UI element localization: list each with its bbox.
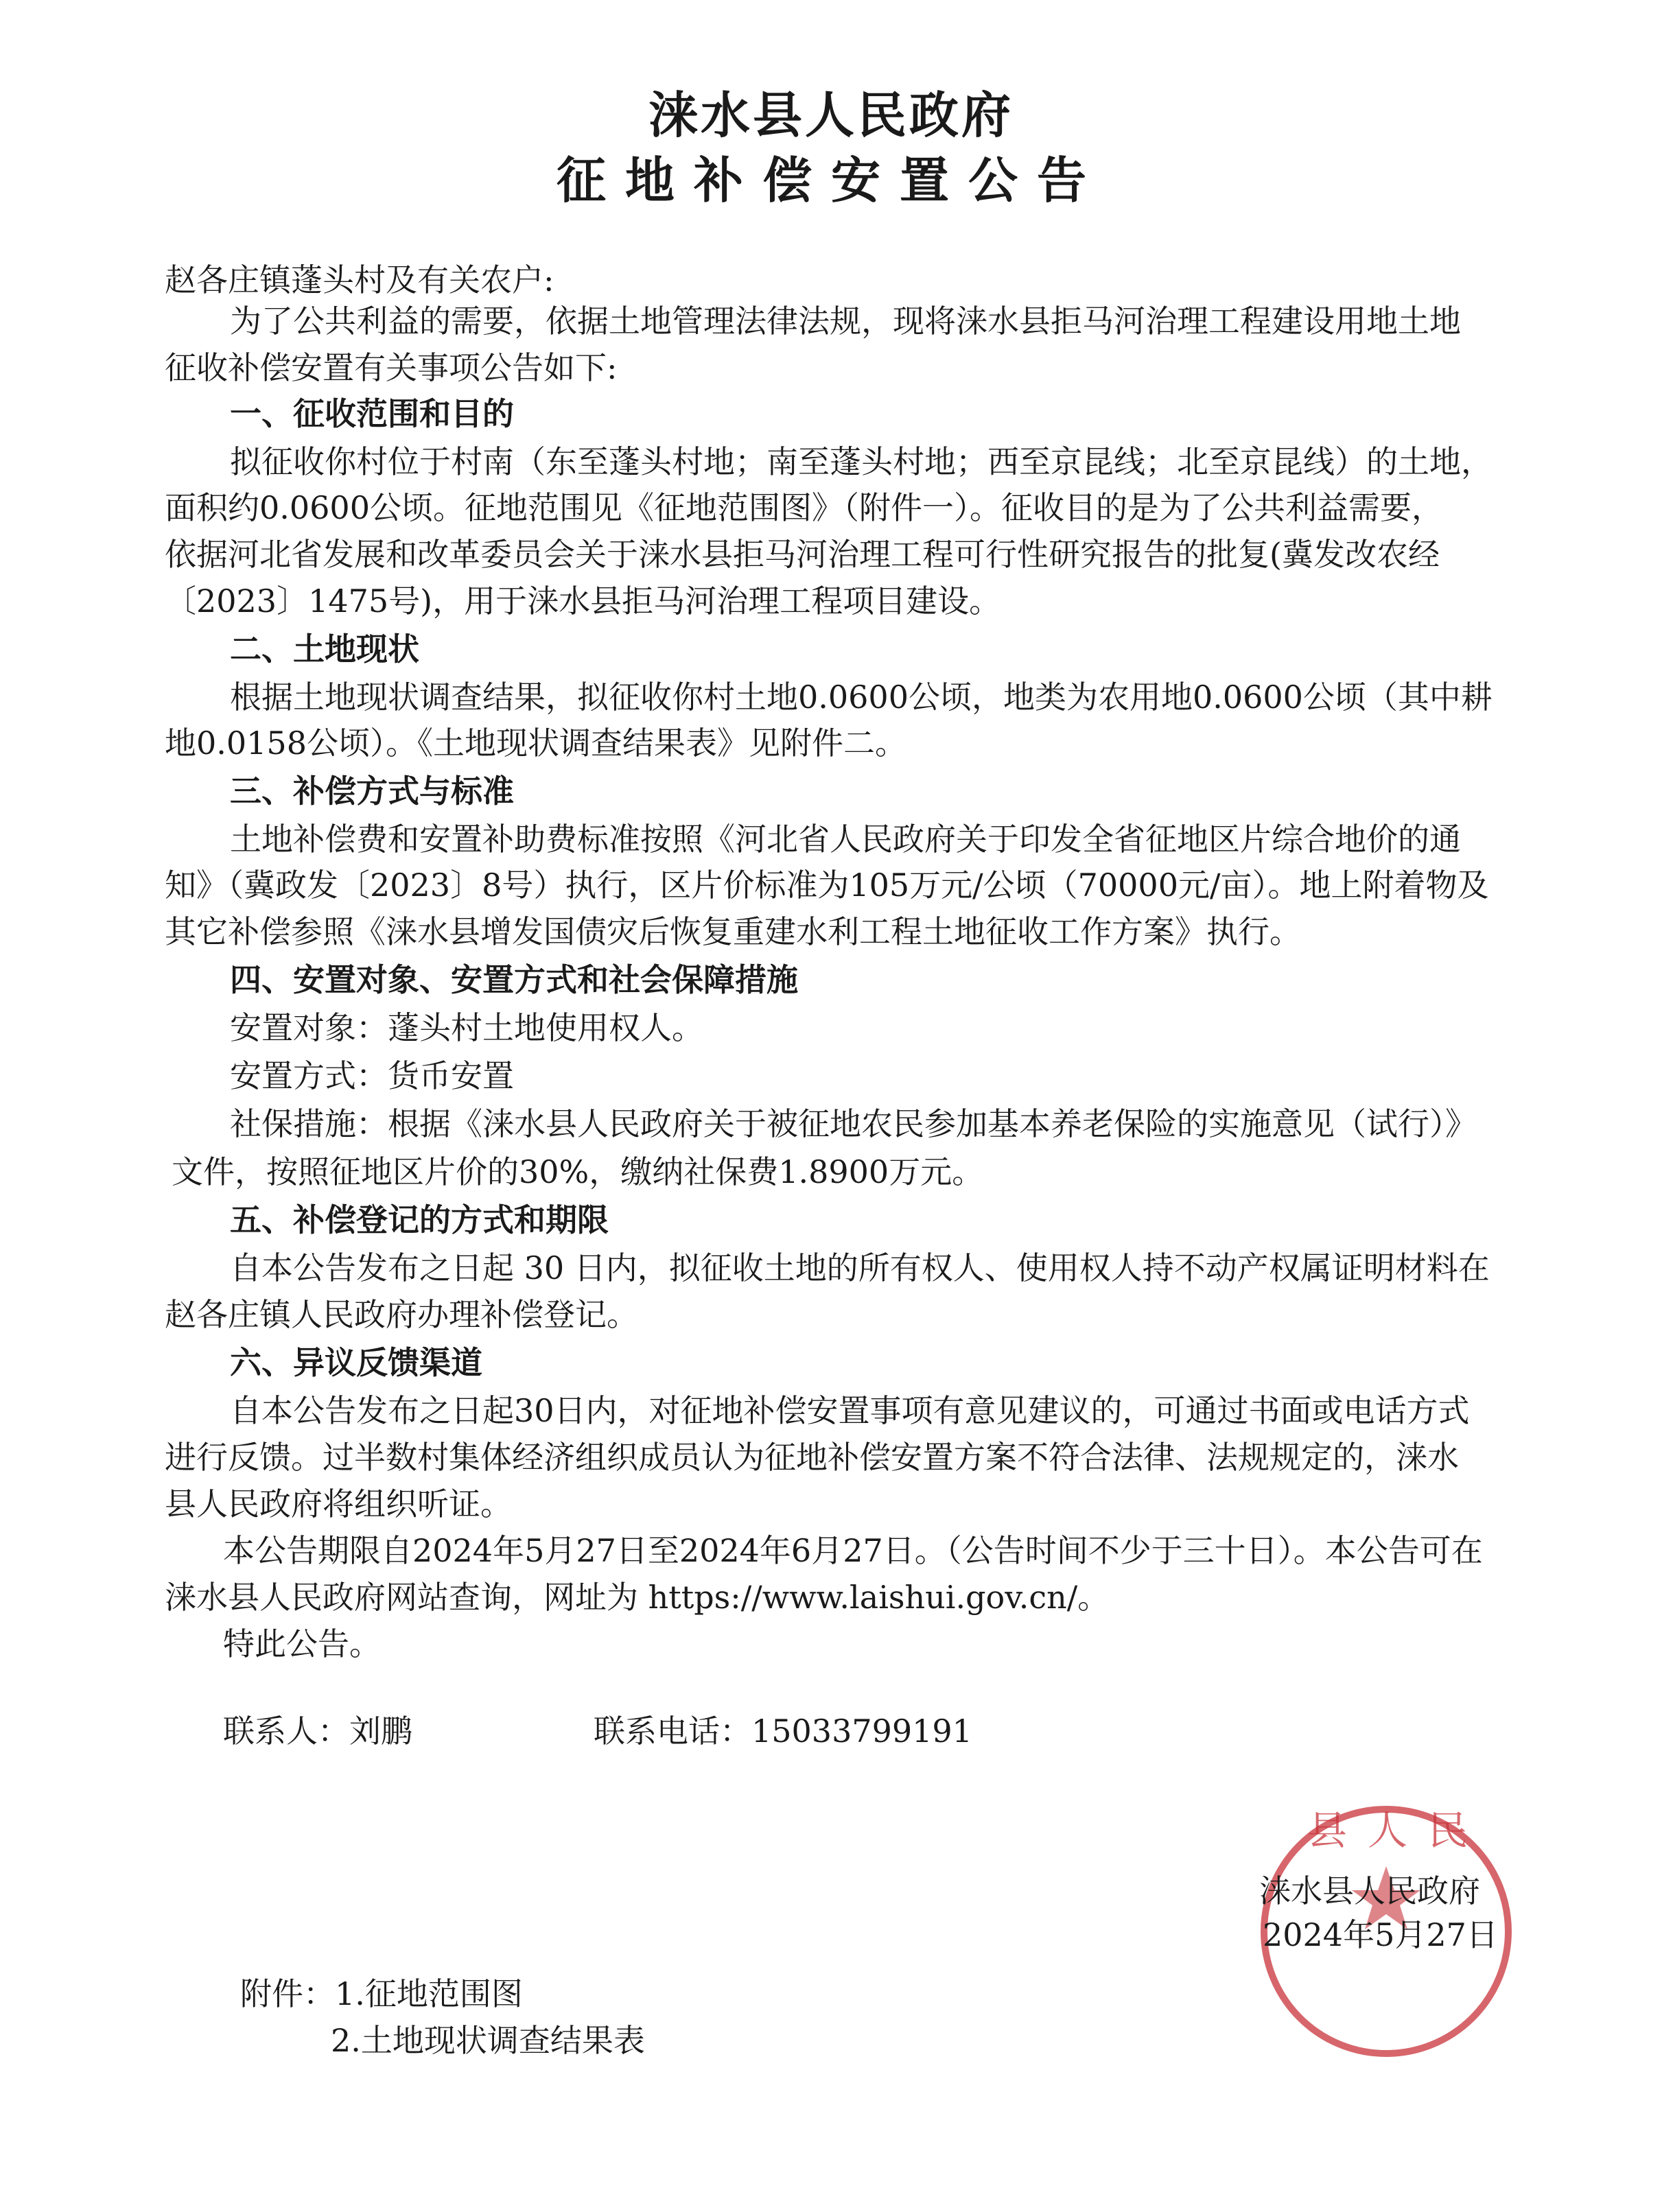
section-line: 自本公告发布之日起30日内，对征地补偿安置事项有意见建议的，可通过书面或电话方式 [230,1392,1470,1429]
section-line: 其它补偿参照《涞水县增发国债灾后恢复重建水利工程土地征收工作方案》执行。 [165,913,1301,950]
section-line: 县人民政府将组织听证。 [165,1485,512,1522]
section-heading: 三、补偿方式与标准 [230,773,514,810]
attachment-1: 附件：1.征地范围图 [240,1975,523,2012]
attachment-2: 2.土地现状调查结果表 [331,2022,645,2059]
section-line: 〔2023〕1475号)，用于涞水县拒马河治理工程项目建设。 [165,583,1001,620]
signature-org: 涞水县人民政府 [1259,1872,1480,1909]
section-line: 安置对象：蓬头村土地使用权人。 [230,1009,703,1046]
closing-line: 特此公告。 [223,1625,381,1662]
section-line: 安置方式：货币安置 [230,1057,514,1094]
section-line: 自本公告发布之日起 30 日内，拟征收土地的所有权人、使用权人持不动产权属证明材料在 [230,1249,1490,1286]
contact-phone: 联系电话：15033799191 [594,1713,972,1750]
period-line: 涞水县人民政府网站查询，网址为 https://www.laishui.gov.cn/。 [165,1579,1110,1616]
section-heading: 一、征收范围和目的 [230,395,514,432]
section-line: 文件，按照征地区片价的30%，缴纳社保费1.8900万元。 [172,1153,984,1190]
intro-line: 为了公共利益的需要，依据土地管理法律法规，现将涞水县拒马河治理工程建设用地土地 [230,303,1461,340]
section-line: 知》（冀政发〔2023〕8号）执行，区片价标准为105万元/公顷（70000元/亩）。地上附着物及 [165,867,1489,904]
section-heading: 六、异议反馈渠道 [230,1344,482,1381]
salutation: 赵各庄镇蓬头村及有关农户: [165,261,554,298]
period-line: 本公告期限自2024年5月27日至2024年6月27日。（公告时间不少于三十日）。本公告可在 [223,1532,1483,1569]
section-line: 面积约0.0600公顷。征地范围见《征地范围图》（附件一）。征收目的是为了公共利益需要， [165,489,1443,526]
section-line: 地0.0158公顷）。《土地现状调查结果表》见附件二。 [165,725,906,762]
section-line: 社保措施：根据《涞水县人民政府关于被征地农民参加基本养老保险的实施意见（试行）》 [230,1105,1477,1142]
section-line: 进行反馈。过半数村集体经济组织成员认为征地补偿安置方案不符合法律、法规规定的，涞水 [165,1439,1459,1476]
intro-line: 征收补偿安置有关事项公告如下: [165,349,618,386]
section-heading: 四、安置对象、安置方式和社会保障措施 [230,961,798,998]
section-line: 赵各庄镇人民政府办理补偿登记。 [165,1296,638,1333]
contact-person: 联系人：刘鹏 [223,1713,412,1750]
section-line: 依据河北省发展和改革委员会关于涞水县拒马河治理工程可行性研究报告的批复(冀发改农经 [165,536,1440,573]
seal-arc-text: 县人民 [1307,1807,1489,1854]
notice-title: 征地补偿安置公告 [556,152,1105,209]
section-heading: 二、土地现状 [230,631,419,668]
section-line: 土地补偿费和安置补助费标准按照《河北省人民政府关于印发全省征地区片综合地价的通 [230,821,1461,858]
signature-date: 2024年5月27日 [1263,1916,1498,1953]
section-heading: 五、补偿登记的方式和期限 [230,1201,609,1238]
section-line: 拟征收你村位于村南（东至蓬头村地；南至蓬头村地；西至京昆线；北至京昆线）的土地， [230,443,1493,480]
section-line: 根据土地现状调查结果，拟征收你村土地0.0600公顷，地类为农用地0.0600公顷（其中耕 [230,679,1493,716]
issuer-title: 涞水县人民政府 [648,86,1014,144]
